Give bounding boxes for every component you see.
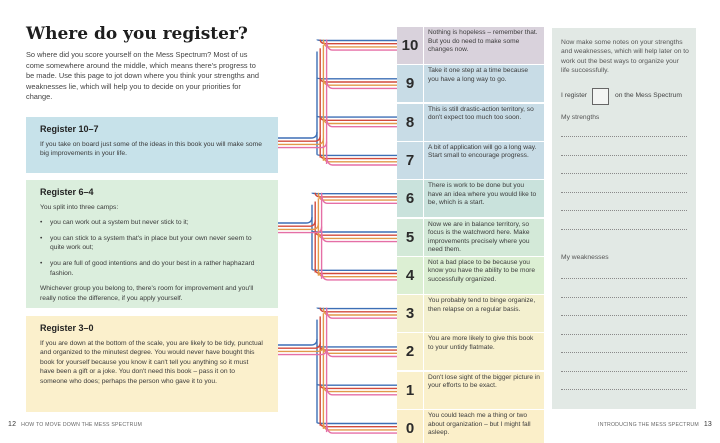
footer-right bbox=[598, 421, 712, 428]
connector-line bbox=[278, 217, 312, 223]
scale-description: Nothing is hopeless – remember that. But you do need to make some changes now. bbox=[424, 27, 544, 64]
page-title: Where do you register? bbox=[26, 24, 248, 44]
register-heading: Register 10–7 bbox=[40, 124, 99, 134]
write-line[interactable] bbox=[561, 334, 687, 335]
scale-row-0 bbox=[397, 410, 544, 443]
scale-row-1 bbox=[397, 372, 544, 409]
register-heading: Register 3–0 bbox=[40, 323, 94, 333]
connector-line bbox=[317, 116, 397, 117]
scale-row-10 bbox=[397, 27, 544, 64]
scale-description: Take it one step at a time because you have a long way to go. bbox=[424, 65, 544, 102]
register-suffix: on the Mess Spectrum bbox=[615, 92, 682, 99]
scale-row-8 bbox=[397, 104, 544, 141]
register-heading: Register 6–4 bbox=[40, 187, 94, 197]
scale-description: Don't lose sight of the bigger picture in your efforts to be exact. bbox=[424, 372, 544, 409]
write-line[interactable] bbox=[561, 352, 687, 353]
scale-row-7 bbox=[397, 142, 544, 179]
connector-line bbox=[317, 423, 397, 424]
scale-description: Now we are in balance territory, so focus is the watchword here. Make improvements precisely where you need them. bbox=[424, 219, 544, 256]
connector-line bbox=[278, 132, 317, 138]
write-line[interactable] bbox=[561, 155, 687, 156]
register-score-box[interactable] bbox=[592, 88, 609, 105]
connector-line bbox=[317, 40, 397, 41]
write-line[interactable] bbox=[561, 389, 687, 390]
scale-row-3 bbox=[397, 295, 544, 332]
scale-number: 3 bbox=[397, 295, 423, 332]
connector-line bbox=[278, 339, 317, 345]
scale-number: 5 bbox=[397, 219, 423, 256]
register-paragraph: If you are down at the bottom of the scale, you are likely to be tidy, punctual and organized to the minutest degree. You would never have bought this book for yourself because you know it can't tell you anything so it must have been a gift or a joke. You don't need this book – pass it on to someone who does; perhaps the person who gave it to you. bbox=[40, 339, 263, 385]
register-paragraph: If you take on board just some of the ideas in this book you will make some big improvements in your life. bbox=[40, 140, 262, 158]
write-line[interactable] bbox=[561, 315, 687, 316]
scale-row-5 bbox=[397, 219, 544, 256]
scale-number: 7 bbox=[397, 142, 423, 179]
scale-number: 1 bbox=[397, 372, 423, 409]
scale-row-6 bbox=[397, 180, 544, 217]
write-line[interactable] bbox=[561, 210, 687, 211]
notes-panel bbox=[552, 28, 696, 409]
connector-line bbox=[312, 231, 397, 232]
connector-line bbox=[317, 384, 397, 385]
scale-description: You are more likely to give this book to your untidy flatmate. bbox=[424, 333, 544, 370]
scale-number: 10 bbox=[397, 27, 423, 64]
register-paragraph: Whichever group you belong to, there's room for improvement and you'll really notice the difference, if you apply yourself. bbox=[40, 285, 254, 302]
scale-number: 6 bbox=[397, 180, 423, 217]
strengths-label: My strengths bbox=[561, 114, 600, 121]
weaknesses-label: My weaknesses bbox=[561, 254, 609, 261]
scale-description: This is still drastic-action territory, so don't expect too much too soon. bbox=[424, 104, 544, 141]
intro-paragraph: So where did you score yourself on the Mess Spectrum? Most of us come somewhere around the middle, which means there's progress to be made. Use this page to jot down where you think your strengths and weaknesses lie, which will help you to decide on your priorities for change. bbox=[26, 50, 259, 102]
list-item: • you can work out a system but never stick to it; bbox=[40, 218, 264, 228]
notes-instructions: Now make some notes on your strengths and weaknesses, which will help later on to work out the best ways to organize your life successfully. bbox=[561, 39, 689, 75]
scale-number: 8 bbox=[397, 104, 423, 141]
running-head-left: HOW TO MOVE DOWN THE MESS SPECTRUM bbox=[21, 422, 143, 428]
scale-number: 0 bbox=[397, 410, 423, 443]
scale-number: 2 bbox=[397, 333, 423, 370]
register-line bbox=[561, 88, 691, 106]
running-head-right: INTRODUCING THE MESS SPECTRUM bbox=[598, 422, 699, 428]
connector-line bbox=[317, 154, 397, 155]
write-line[interactable] bbox=[561, 371, 687, 372]
scale-number: 9 bbox=[397, 65, 423, 102]
page-number-left: 12 bbox=[8, 421, 17, 428]
list-item: • you are full of good intentions and do your best in a rather haphazard fashion. bbox=[40, 259, 264, 278]
write-line[interactable] bbox=[561, 192, 687, 193]
footer-left bbox=[8, 421, 142, 428]
page-number-right: 13 bbox=[703, 421, 712, 428]
scale-number: 4 bbox=[397, 257, 423, 294]
scale-row-2 bbox=[397, 333, 544, 370]
scale-row-4 bbox=[397, 257, 544, 294]
scale-row-9 bbox=[397, 65, 544, 102]
connector-line bbox=[312, 269, 397, 270]
register-paragraph: You split into three camps: bbox=[40, 203, 119, 211]
scale-description: You probably tend to binge organize, then relapse on a regular basis. bbox=[424, 295, 544, 332]
register-prefix: I register bbox=[561, 92, 588, 99]
scale-description: There is work to be done but you have an idea where you would like to be, which is a start. bbox=[424, 180, 544, 217]
connector-line bbox=[317, 308, 397, 309]
connector-line bbox=[312, 193, 397, 194]
scale-description: You could teach me a thing or two about organization – but I might fall asleep. bbox=[424, 410, 544, 443]
write-line[interactable] bbox=[561, 136, 687, 137]
write-line[interactable] bbox=[561, 173, 687, 174]
write-line[interactable] bbox=[561, 229, 687, 230]
scale-description: A bit of application will go a long way. Start small to encourage progress. bbox=[424, 142, 544, 179]
list-item: • you can stick to a system that's in place but your own never seem to quite work out; bbox=[40, 234, 264, 253]
write-line[interactable] bbox=[561, 297, 687, 298]
scale-description: Not a bad place to be because you know you have the ability to be more successfully organized. bbox=[424, 257, 544, 294]
connector-line bbox=[317, 78, 397, 79]
connector-line bbox=[317, 346, 397, 347]
write-line[interactable] bbox=[561, 278, 687, 279]
